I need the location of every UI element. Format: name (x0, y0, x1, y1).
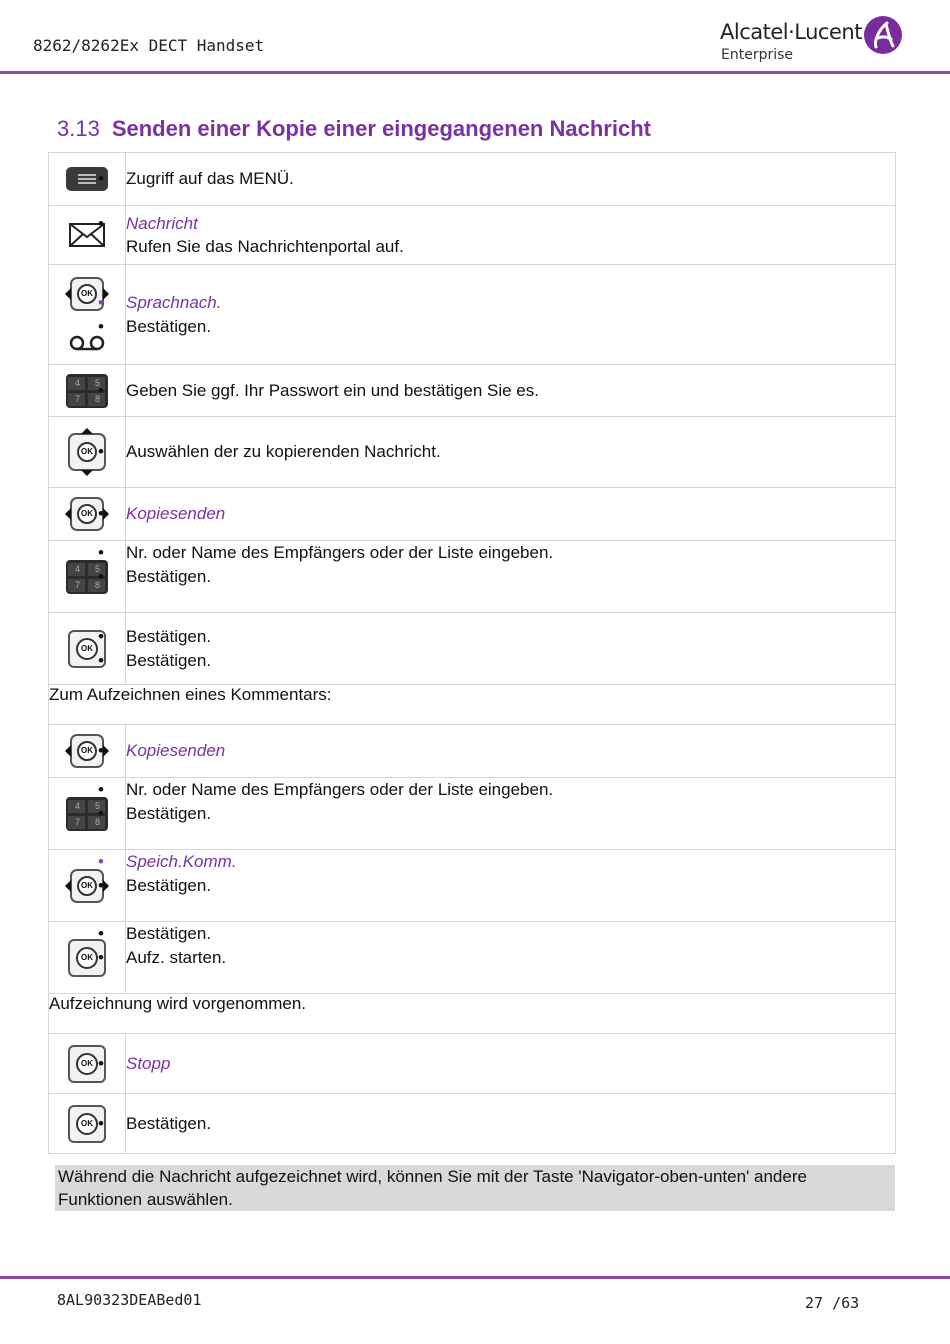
note-text: Zum Aufzeichnen eines Kommentars: (49, 685, 896, 725)
list-item: • Zugriff auf das MENÜ. (98, 169, 294, 188)
section-title: Senden einer Kopie einer eingegangenen Nachricht (111, 116, 651, 141)
step-row (49, 922, 896, 994)
list-item: • Kopiesenden (98, 741, 226, 760)
logo-mark-icon (864, 16, 902, 54)
step-row (49, 206, 896, 265)
note-row (49, 994, 896, 1034)
list-item: • Bestätigen. (98, 650, 212, 670)
list-item: • Speich.Komm. (98, 852, 237, 871)
steps-table (48, 152, 896, 1154)
list-item: • Nr. oder Name des Empfängers oder der Liste eingeben. (98, 543, 554, 562)
list-item: • Bestätigen. (98, 626, 212, 646)
footer-rule (0, 1276, 950, 1279)
keypad-icon: 4 5 7 8 (66, 797, 108, 831)
page-number: 27 /63 (805, 1294, 860, 1312)
list-item: • Geben Sie ggf. Ihr Passwort ein und bestätigen Sie es. (98, 380, 539, 400)
ok-key-icon: OK (68, 630, 106, 668)
list-item: • Bestätigen. (98, 804, 212, 823)
list-item: • Sprachnach. (98, 292, 222, 312)
step-row (49, 725, 896, 778)
list-item-detail: Rufen Sie das Nachrichtenportal auf. (126, 237, 404, 256)
step-row (49, 613, 896, 685)
list-item: • Auswählen der zu kopierenden Nachricht. (98, 442, 441, 461)
section-number: 3.13 (57, 116, 100, 141)
step-row (49, 417, 896, 488)
step-row (49, 365, 896, 417)
logo-subtitle: Enterprise (721, 47, 794, 63)
list-item: • Stopp (98, 1053, 171, 1073)
list-item: • Bestätigen. (98, 924, 212, 943)
ok-navigator-left-right-icon: OK (70, 869, 104, 903)
logo-name: Alcatel·Lucent (720, 20, 862, 44)
list-item: • Aufz. starten. (98, 948, 227, 967)
ok-key-icon: OK (68, 1045, 106, 1083)
list-item: • Bestätigen. (98, 876, 212, 895)
list-item: • Bestätigen. (98, 1113, 212, 1133)
step-row (49, 850, 896, 922)
list-item: • Bestätigen. (98, 316, 212, 336)
note-row (49, 685, 896, 725)
step-row (49, 153, 896, 206)
keypad-icon: 4 5 7 8 (66, 560, 108, 594)
step-row (49, 488, 896, 541)
list-item: • Nr. oder Name des Empfängers oder der Liste eingeben. (98, 780, 554, 799)
keypad-icon: 4 5 7 8 (66, 374, 108, 408)
step-row (49, 1034, 896, 1094)
list-item: • Bestätigen. (98, 567, 212, 586)
list-item: • Nachricht (98, 214, 198, 233)
ok-navigator-up-down-icon: OK (68, 433, 106, 471)
company-logo (720, 16, 910, 68)
step-row (49, 1094, 896, 1154)
ok-key-icon: OK (68, 1105, 106, 1143)
ok-navigator-left-right-icon: OK (70, 277, 104, 311)
ok-navigator-left-right-icon: OK (70, 734, 104, 768)
note-text: Aufzeichnung wird vorgenommen. (49, 994, 896, 1034)
ok-navigator-left-right-icon: OK (70, 497, 104, 531)
step-row (49, 265, 896, 365)
ok-key-icon: OK (68, 939, 106, 977)
header-rule (0, 71, 950, 74)
document-reference: 8AL90323DEABed01 (57, 1291, 202, 1309)
step-row (49, 541, 896, 613)
step-row (49, 778, 896, 850)
section-heading (57, 116, 651, 142)
info-note: Während die Nachricht aufgezeichnet wird, können Sie mit der Taste 'Navigator-oben-unten' andere Funktionen auswählen. (55, 1165, 895, 1211)
document-title: 8262/8262Ex DECT Handset (33, 36, 265, 55)
list-item: • Kopiesenden (98, 504, 226, 523)
